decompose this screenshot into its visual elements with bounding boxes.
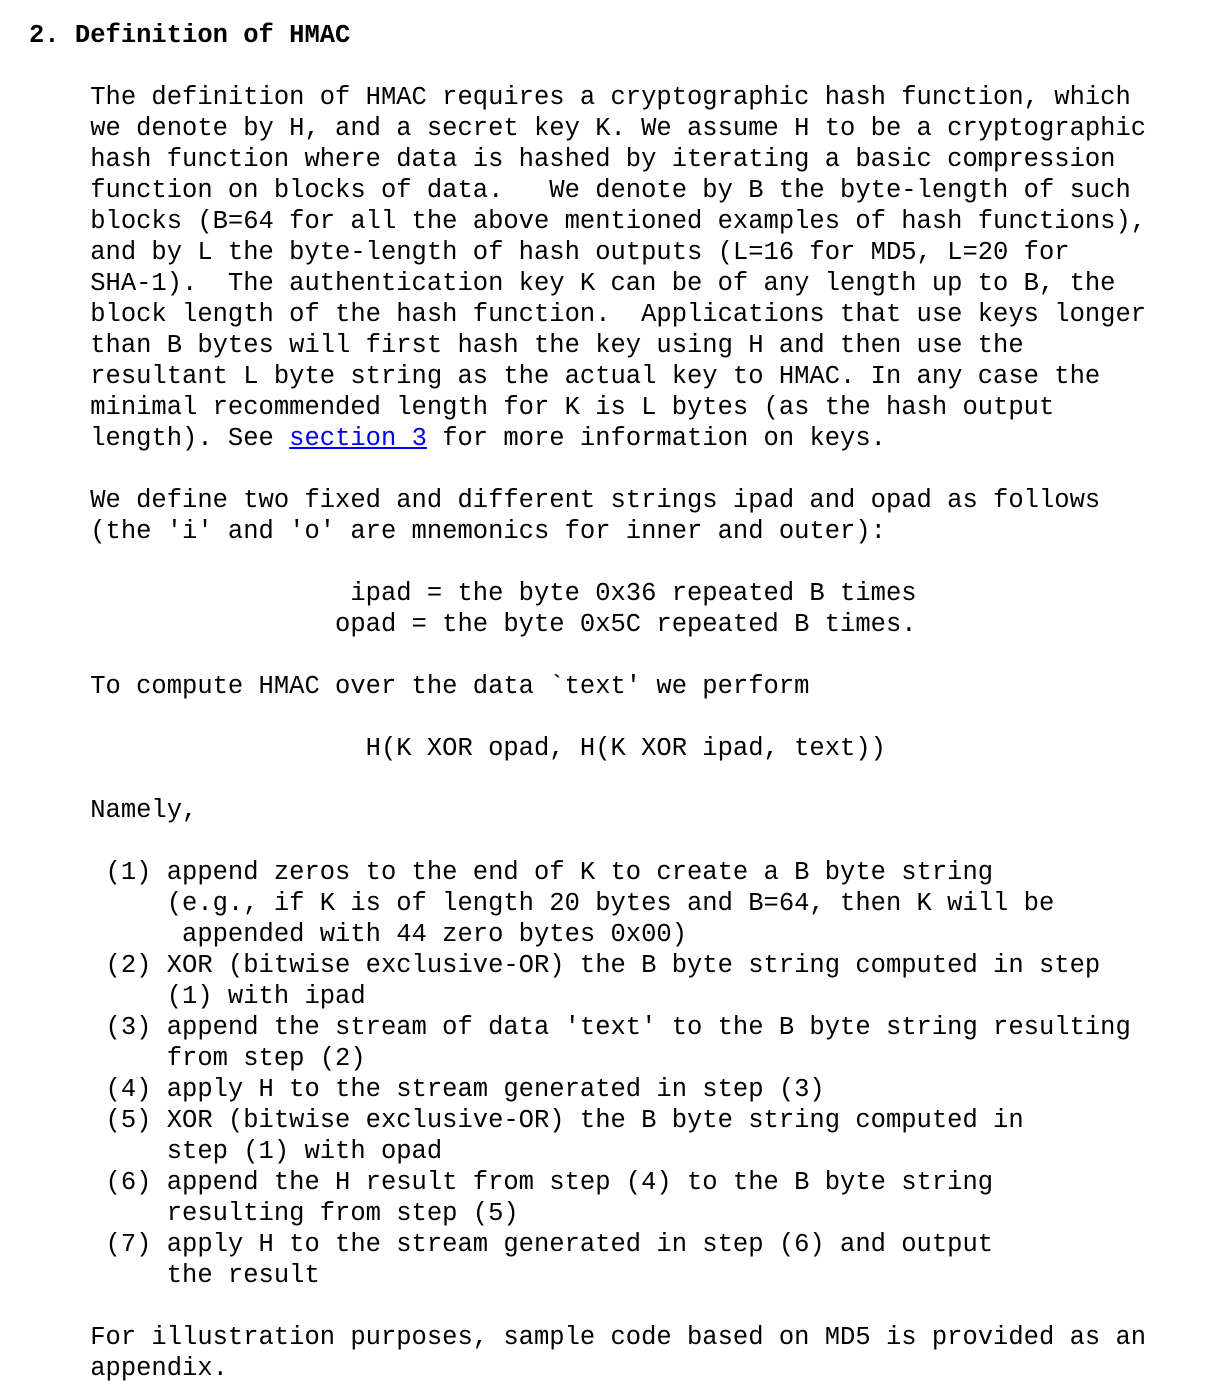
step-line: (2) XOR (bitwise exclusive-OR) the B byte string computed in step — [29, 951, 1101, 980]
blank-line — [29, 51, 1146, 82]
blank-line — [29, 1291, 1146, 1322]
opad-definition: opad = the byte 0x5C repeated B times. — [29, 610, 917, 639]
paragraph-line: For illustration purposes, sample code based on MD5 is provided as an — [29, 1323, 1147, 1352]
paragraph-line: and by L the byte-length of hash outputs (L=16 for MD5, L=20 for — [29, 238, 1070, 267]
step-line: appended with 44 zero bytes 0x00) — [29, 920, 688, 949]
paragraph-line: (the 'i' and 'o' are mnemonics for inner and outer): — [29, 517, 886, 546]
hmac-formula: H(K XOR opad, H(K XOR ipad, text)) — [29, 734, 886, 763]
paragraph-line: minimal recommended length for K is L bytes (as the hash output — [29, 393, 1055, 422]
line-text-after-link: for more information on keys. — [426, 424, 886, 453]
step-line: (1) append zeros to the end of K to create a B byte string — [29, 858, 994, 887]
paragraph-line: blocks (B=64 for all the above mentioned examples of hash functions), — [29, 207, 1147, 236]
line-text-before-link: length). See — [29, 424, 290, 453]
section-heading: 2. Definition of HMAC — [29, 21, 351, 50]
blank-line — [29, 702, 1146, 733]
rfc-document — [29, 20, 1146, 1384]
ipad-definition: ipad = the byte 0x36 repeated B times — [29, 579, 917, 608]
step-line: (5) XOR (bitwise exclusive-OR) the B byte string computed in — [29, 1106, 1024, 1135]
step-line: (4) apply H to the stream generated in step (3) — [29, 1075, 825, 1104]
paragraph-line: To compute HMAC over the data `text' we perform — [29, 672, 810, 701]
blank-line — [29, 826, 1146, 857]
paragraph-line: Namely, — [29, 796, 198, 825]
step-line: (1) with ipad — [29, 982, 366, 1011]
blank-line — [29, 547, 1146, 578]
paragraph-line: block length of the hash function. Applications that use keys longer — [29, 300, 1147, 329]
paragraph-line: resultant L byte string as the actual key to HMAC. In any case the — [29, 362, 1101, 391]
paragraph-line: than B bytes will first hash the key using H and then use the — [29, 331, 1024, 360]
step-line: (e.g., if K is of length 20 bytes and B=64, then K will be — [29, 889, 1055, 918]
step-line: the result — [29, 1261, 320, 1290]
paragraph-line: function on blocks of data. We denote by B the byte-length of such — [29, 176, 1131, 205]
step-line: (6) append the H result from step (4) to the B byte string — [29, 1168, 994, 1197]
paragraph-line: appendix. — [29, 1354, 228, 1383]
paragraph-line: we denote by H, and a secret key K. We assume H to be a cryptographic — [29, 114, 1147, 143]
paragraph-line-with-link — [29, 423, 1146, 454]
paragraph-line: hash function where data is hashed by iterating a basic compression — [29, 145, 1116, 174]
step-line: resulting from step (5) — [29, 1199, 519, 1228]
step-line: from step (2) — [29, 1044, 366, 1073]
paragraph-line: We define two fixed and different strings ipad and opad as follows — [29, 486, 1101, 515]
blank-line — [29, 640, 1146, 671]
blank-line — [29, 454, 1146, 485]
paragraph-line: SHA-1). The authentication key K can be of any length up to B, the — [29, 269, 1116, 298]
step-line: (3) append the stream of data 'text' to the B byte string resulting — [29, 1013, 1131, 1042]
step-line: step (1) with opad — [29, 1137, 443, 1166]
paragraph-line: The definition of HMAC requires a cryptographic hash function, which — [29, 83, 1131, 112]
step-line: (7) apply H to the stream generated in step (6) and output — [29, 1230, 994, 1259]
blank-line — [29, 764, 1146, 795]
section-3-link[interactable]: section 3 — [289, 424, 427, 453]
